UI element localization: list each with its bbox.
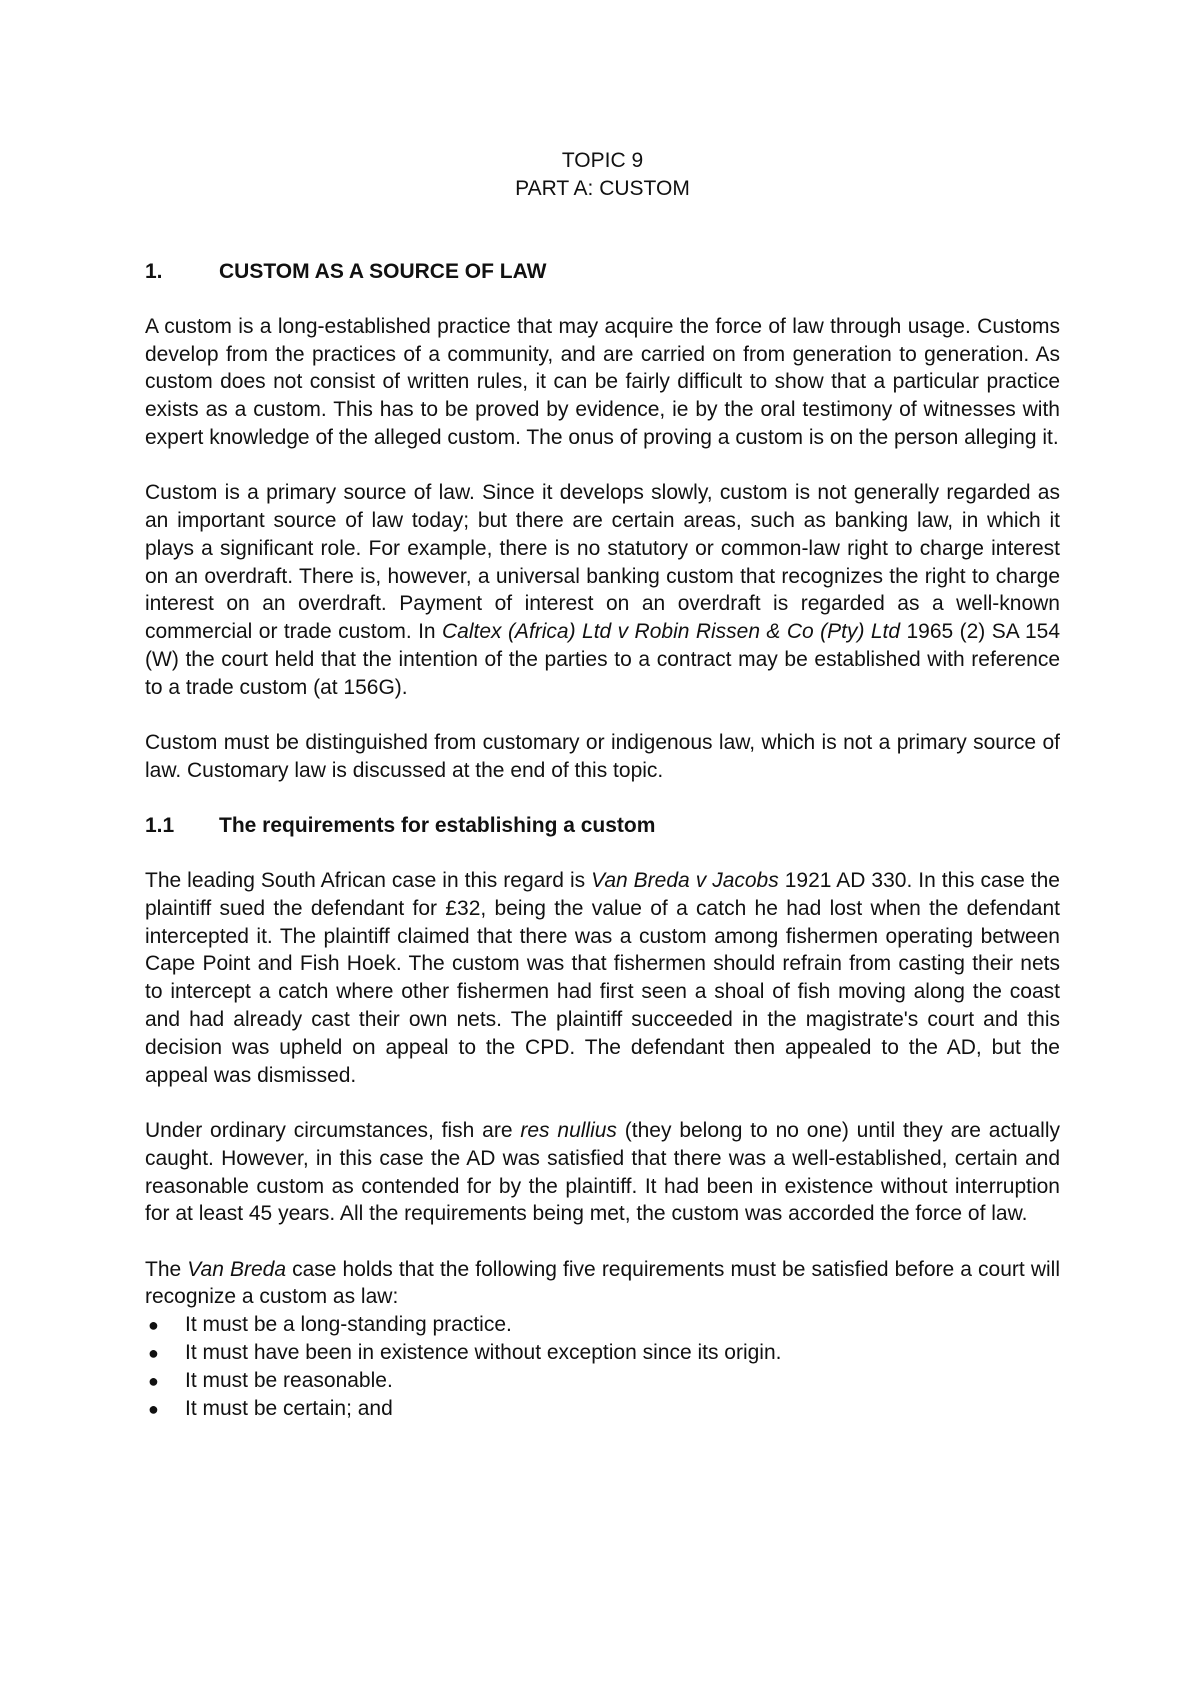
- list-item: [145, 1339, 1060, 1367]
- paragraph-text: 1921 AD 330. In this case the plaintiff sued the defendant for £32, being the value of a catch he had lost when the defendant intercepted it. The plaintiff claimed that there was a custom among fishermen operating between Cape Point and Fish Hoek. The custom was that fishermen should refrain from casting their nets to intercept a catch where other fishermen had first seen a shoal of fish moving along the coast and had already cast their own nets. The plaintiff succeeded in the magistrate's court and this decision was upheld on appeal to the CPD. The defendant then appealed to the AD, but the appeal was dismissed.: [145, 869, 1060, 1087]
- section-1-paragraph-3: Custom must be distinguished from customary or indigenous law, which is not a primary source of law. Customary law is discussed at the end of this topic.: [145, 731, 1060, 782]
- section-1-paragraph-2: [145, 479, 1060, 701]
- section-1-number: 1.: [145, 260, 163, 283]
- paragraph-text: The leading South African case in this regard is: [145, 869, 592, 893]
- section-1-paragraph-1: A custom is a long-established practice that may acquire the force of law through usage. Customs develop from the practices of a community, and are carried on from generation to generation. As custom does not consist of written rules, it can be fairly difficult to show that a particular practice exists as a custom. This has to be proved by evidence, ie by the oral testimony of witnesses with expert knowledge of the alleged custom. The onus of proving a custom is on the person alleging it.: [145, 314, 1060, 449]
- bullet-icon: ●: [148, 1315, 159, 1336]
- case-citation: Van Breda: [187, 1257, 286, 1281]
- paragraph-text: Custom is a primary source of law. Since it develops slowly, custom is not generally regarded as an important source of law today; but there are certain areas, such as banking law, in which it plays a significant role. For example, there is no statutory or common-law right to charge interest on an overdraft. There is, however, a universal banking custom that recognizes the right to charge interest on an overdraft. Payment of interest on an overdraft is regarded as a well-known commercial or trade custom. In: [145, 481, 1060, 644]
- latin-term: res nullius: [520, 1118, 617, 1142]
- bullet-icon: ●: [148, 1370, 159, 1391]
- paragraph-text: (they belong to no one) until they are actually caught. However, in this case the AD was satisfied that there was a well-established, certain and reasonable custom as contended for by the plaintiff. It had been in existence without interruption for at least 45 years. All the requirements being met, the custom was accorded the force of law.: [145, 1118, 1060, 1226]
- section-1-1-paragraph-1: [145, 867, 1060, 1089]
- list-item: [145, 1311, 1060, 1339]
- document-page: [145, 147, 1060, 1422]
- list-item-text: It must have been in existence without exception since its origin.: [185, 1341, 782, 1364]
- case-citation: Van Breda v Jacobs: [591, 869, 779, 893]
- section-1-1-heading-text: The requirements for establishing a custom: [219, 814, 656, 838]
- list-item-text: It must be reasonable.: [185, 1368, 393, 1392]
- section-1-1-paragraph-2: [145, 1117, 1060, 1228]
- case-citation: Caltex (Africa) Ltd v Robin Rissen & Co (Pty) Ltd: [442, 620, 901, 644]
- list-item-text: It must be certain; and: [185, 1396, 393, 1420]
- paragraph-text: case holds that the following five requirements must be satisfied before a court will recognize a custom as law:: [145, 1257, 1060, 1309]
- section-1-heading-text: CUSTOM AS A SOURCE OF LAW: [219, 260, 547, 283]
- part-title: PART A: CUSTOM: [515, 177, 690, 200]
- paragraph-text: 1965 (2) SA 154 (W) the court held that the intention of the parties to a contract may be established with reference to a trade custom (at 156G).: [145, 620, 1060, 699]
- list-item: [145, 1395, 1060, 1423]
- bullet-icon: ●: [148, 1343, 159, 1363]
- paragraph-text: The: [145, 1257, 188, 1281]
- list-item-text: It must be a long-standing practice.: [185, 1313, 512, 1337]
- paragraph-text: Under ordinary circumstances, fish are: [145, 1118, 521, 1142]
- section-1-1-heading: [145, 812, 1060, 840]
- requirements-list: [145, 1311, 1060, 1422]
- section-1-1-number: 1.1: [145, 814, 175, 838]
- bullet-icon: ●: [148, 1398, 159, 1419]
- section-1-heading: [145, 258, 1060, 286]
- list-item: [145, 1367, 1060, 1395]
- topic-title: TOPIC 9: [561, 149, 644, 172]
- section-1-1-paragraph-3: [145, 1256, 1060, 1312]
